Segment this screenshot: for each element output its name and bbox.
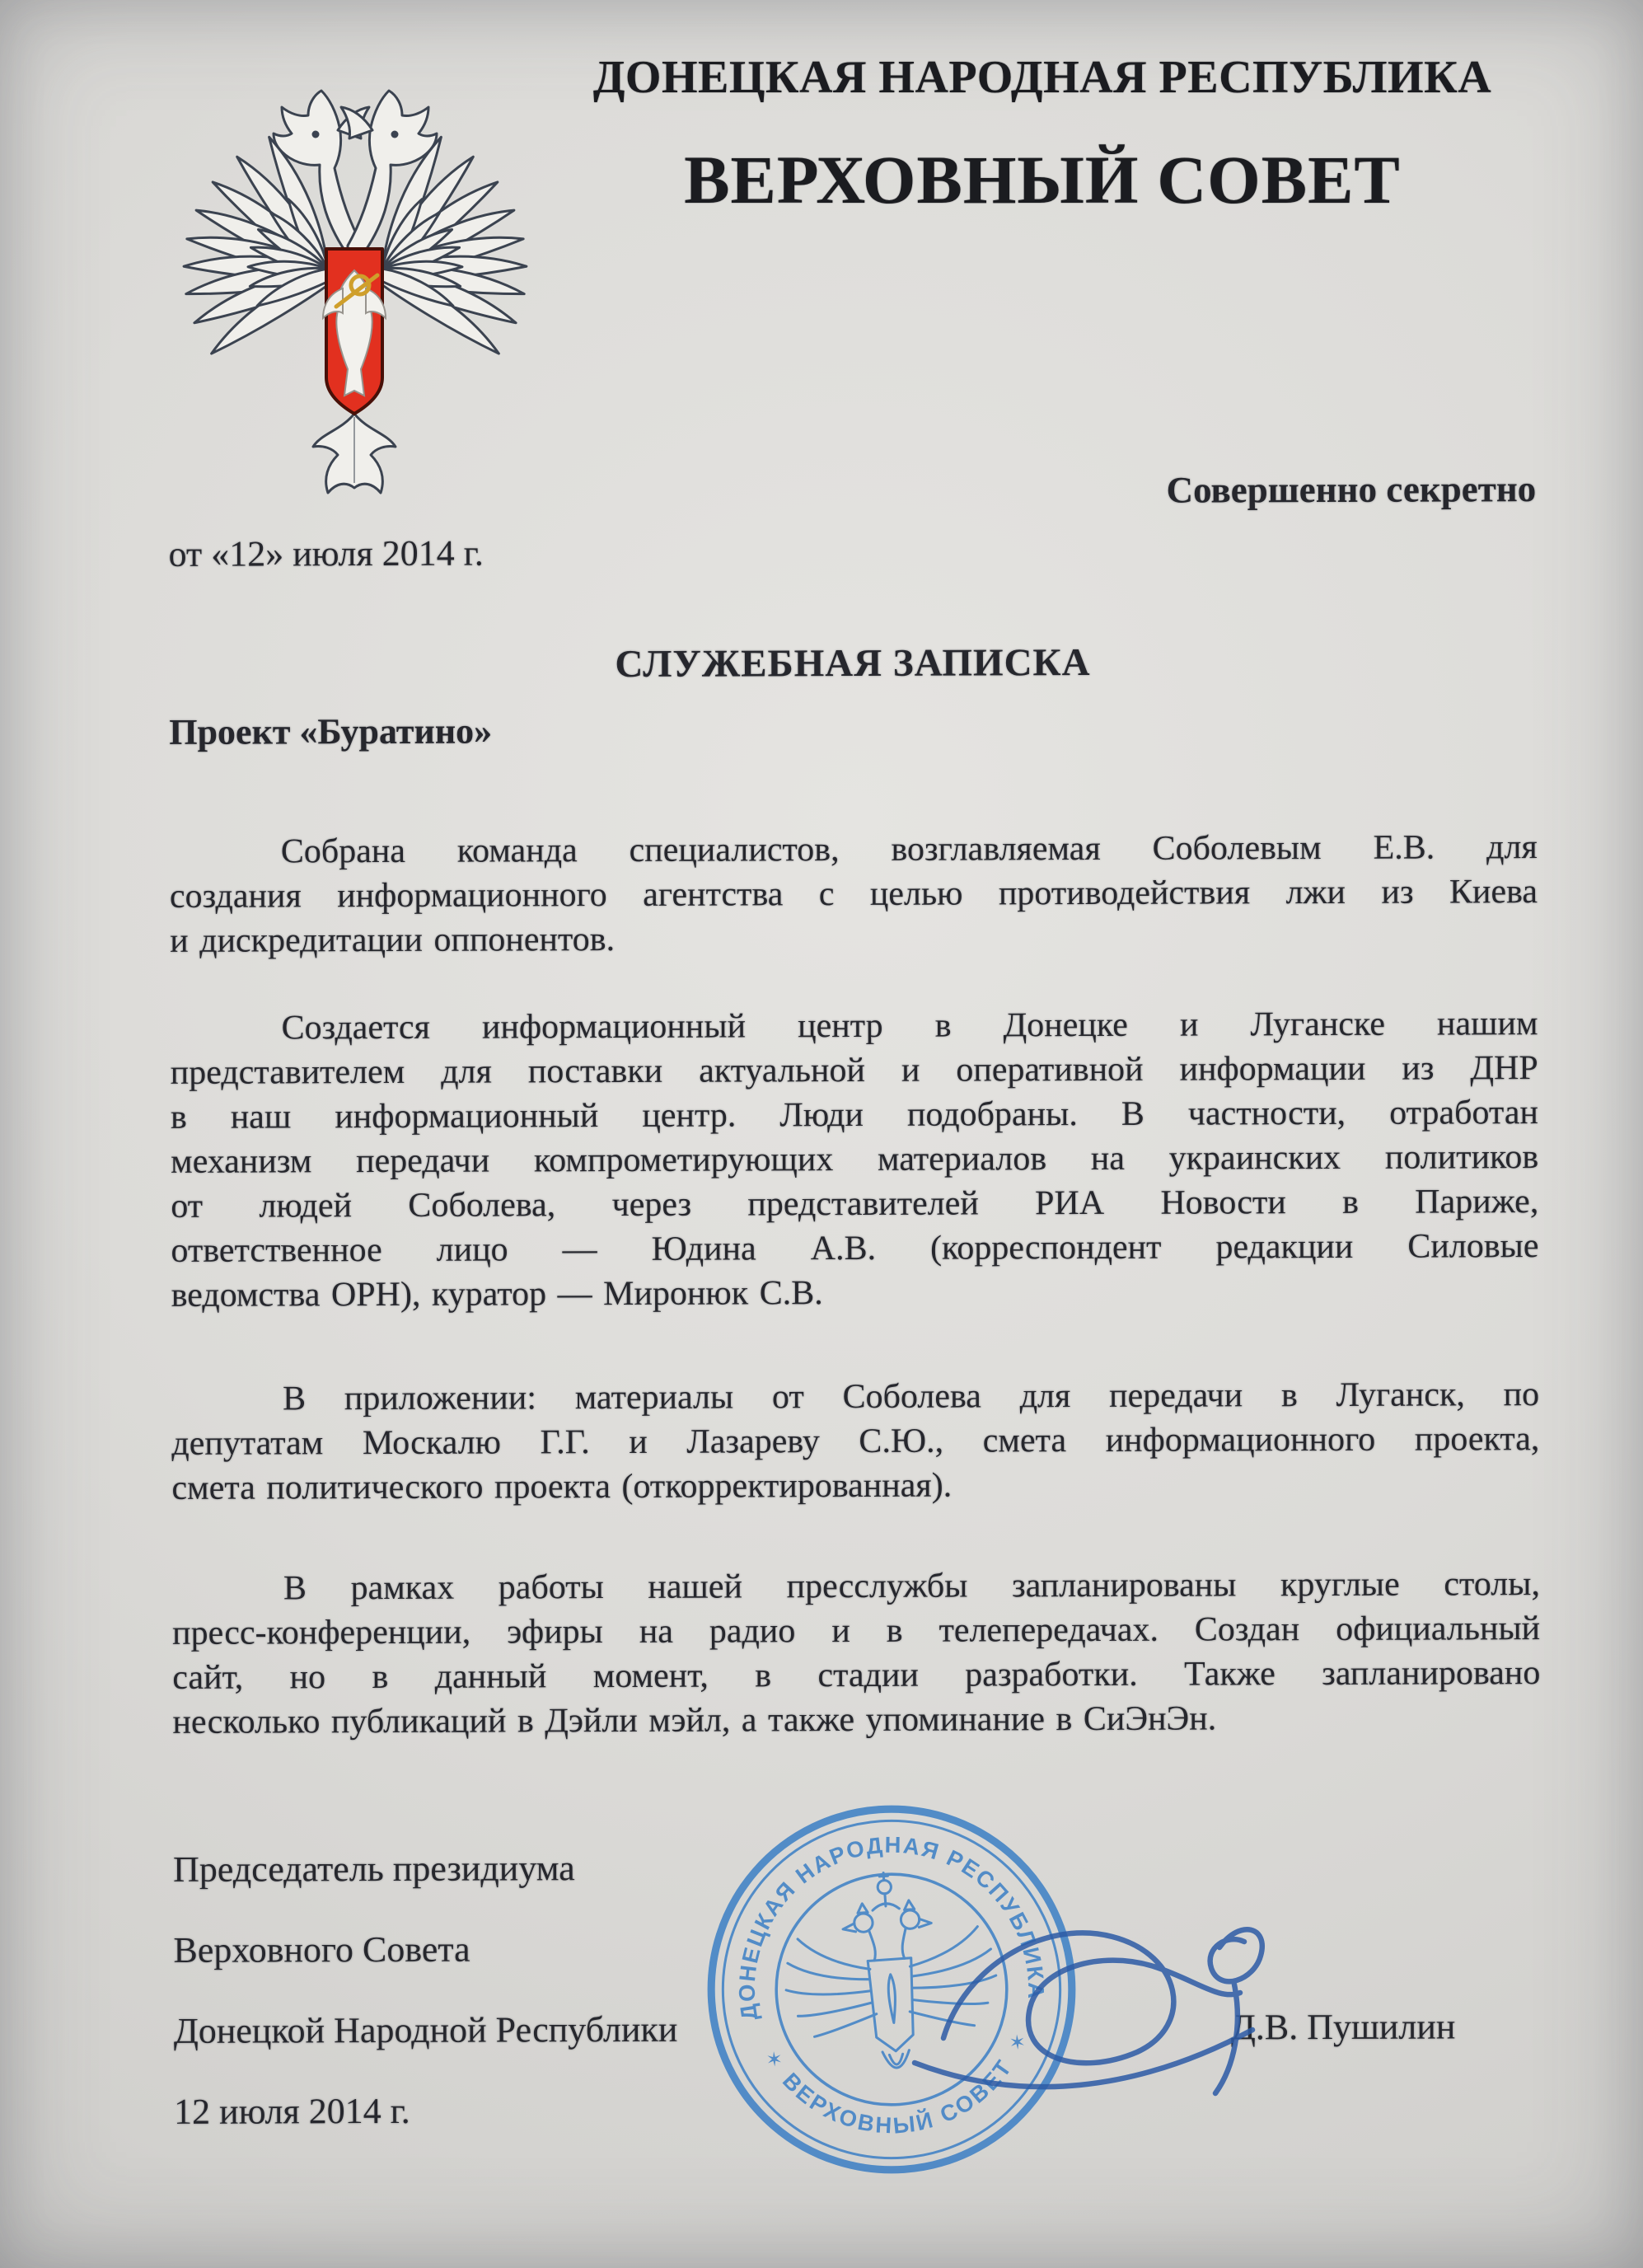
project-name-line: Проект «Буратино» [169,710,493,752]
text-line: создания информационного агентства с целью противодействия лжи из Киева [169,873,1538,916]
text-line: сайт, но в данный момент, в стадии разработки. Также запланировано [172,1654,1541,1697]
text-line: в наш информационный центр. Люди подобраны. В частности, отработан [170,1094,1538,1136]
text-line: пресс-конференции, эфиры на радио и в телепередачах. Создан официальный [172,1610,1541,1652]
republic-title: ДОНЕЦКАЯ НАРОДНАЯ РЕСПУБЛИКА [592,52,1492,103]
text-line: смета политического проекта (откорректированная). [171,1466,953,1507]
signer-name: Д.В. Пушилин [1230,2006,1456,2048]
text-line: несколько публикаций в Дэйли мэйл, а также упоминание в СиЭнЭн. [172,1699,1217,1741]
memo-title: СЛУЖЕБНАЯ ЗАПИСКА [615,640,1091,686]
text-line: Собрана команда специалистов, возглавляемая Соболевым Е.В. для [280,828,1538,871]
seal-star-left-icon: ✶ [765,2048,784,2072]
seal-arc-top-text: ДОНЕЦКАЯ НАРОДНАЯ РЕСПУБЛИКА [733,1831,1050,2022]
memo-paragraph-4 [172,1562,1541,1745]
council-title: ВЕРХОВНЫЙ СОВЕТ [684,142,1401,218]
text-line: механизм передачи компрометирующих материалов на украинских политиков [171,1138,1539,1181]
seal-star-right-icon: ✶ [1008,2031,1027,2055]
signer-title-line-1: Председатель президиума [173,1848,575,1890]
signer-title-line-3: Донецкой Народной Республики [173,2008,678,2051]
text-line: В рамках работы нашей пресслужбы запланированы круглые столы, [283,1565,1540,1608]
text-line: представителем для поставки актуальной и оперативной информации из ДНР [170,1049,1538,1092]
text-line: В приложении: материалы от Соболева для передачи в Луганск, по [283,1375,1540,1418]
text-line: ответственное лицо — Юдина А.В. (корреспондент редакции Силовые [171,1227,1539,1270]
text-line: и дискредитации оппонентов. [170,921,616,960]
seal-arc-bottom-text: ВЕРХОВНЫЙ СОВЕТ [777,2053,1018,2139]
memo-paragraph-3 [171,1372,1540,1511]
text-line: ведомства ОРН), куратор — Миронюк С.В. [171,1274,823,1314]
classification-label: Совершенно секретно [1166,468,1537,511]
handwritten-signature-icon [865,1869,1310,2116]
memo-paragraph-2 [170,1001,1538,1318]
text-line: депутатам Москалю Г.Г. и Лазареву С.Ю., смета информационного проекта, [171,1420,1540,1463]
signer-title-line-2: Верховного Совета [173,1928,470,1970]
memo-paragraph-1 [170,825,1538,963]
signing-date: 12 июля 2014 г. [174,2090,410,2132]
document-date-line: от «12» июля 2014 г. [168,532,484,574]
text-line: Создается информационный центр в Донецке и Луганске нашим [281,1005,1538,1047]
text-line: от людей Соболева, через представителей РИА Новости в Париже, [171,1183,1539,1225]
